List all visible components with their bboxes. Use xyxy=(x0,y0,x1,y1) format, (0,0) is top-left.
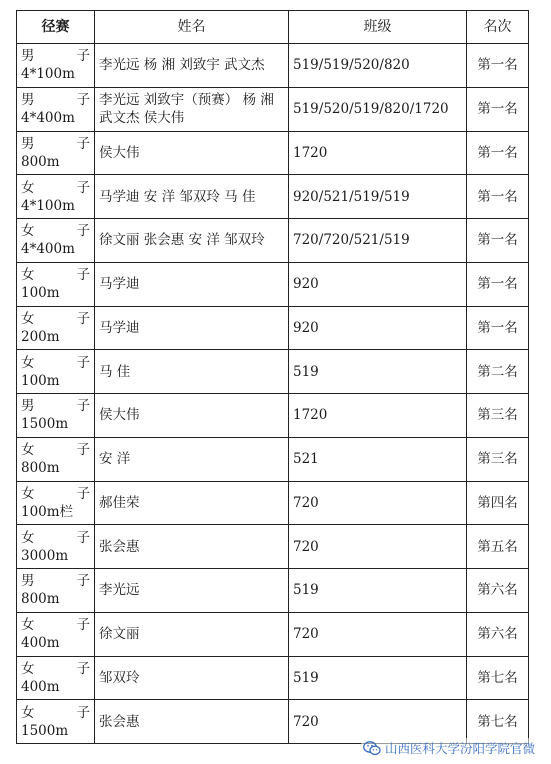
event-label: 3000m xyxy=(21,547,69,564)
rank-cell: 第一名 xyxy=(467,175,529,219)
gender-label: 女 xyxy=(21,442,35,459)
table-row xyxy=(17,700,529,744)
event-cell xyxy=(17,394,95,438)
names-cell: 马学迪 安 洋 邹双玲 马 佳 xyxy=(95,175,289,219)
rank-cell: 第五名 xyxy=(467,525,529,569)
table-row xyxy=(17,306,529,350)
header-rank: 名次 xyxy=(467,11,529,44)
class-cell: 920 xyxy=(289,262,467,306)
results-table xyxy=(16,10,529,744)
table-row xyxy=(17,219,529,263)
event-label: 1500m xyxy=(21,722,69,739)
event-label: 400m xyxy=(21,678,60,695)
event-label: 400m xyxy=(21,635,60,652)
class-cell: 1720 xyxy=(289,131,467,175)
class-cell: 720 xyxy=(289,612,467,656)
watermark-text: 山西医科大学汾阳学院官微 xyxy=(384,741,535,756)
table-row xyxy=(17,350,529,394)
zi-label: 子 xyxy=(76,48,90,65)
rank-cell: 第七名 xyxy=(467,700,529,744)
watermark xyxy=(361,738,537,758)
event-label: 800m xyxy=(21,153,60,170)
table-row xyxy=(17,569,529,613)
rank-cell: 第一名 xyxy=(467,44,529,88)
gender-label: 女 xyxy=(21,617,35,634)
table-row xyxy=(17,175,529,219)
class-cell: 519 xyxy=(289,350,467,394)
gender-label: 男 xyxy=(21,92,35,109)
event-cell xyxy=(17,219,95,263)
gender-label: 女 xyxy=(21,267,35,284)
event-cell xyxy=(17,175,95,219)
zi-label: 子 xyxy=(76,135,90,152)
table-row xyxy=(17,481,529,525)
event-label: 100m xyxy=(21,285,60,302)
event-label: 200m xyxy=(21,328,60,345)
zi-label: 子 xyxy=(76,485,90,502)
event-cell xyxy=(17,306,95,350)
zi-label: 子 xyxy=(76,660,90,677)
table-row xyxy=(17,612,529,656)
gender-label: 男 xyxy=(21,573,35,590)
table-row xyxy=(17,87,529,131)
header-event: 径赛 xyxy=(17,11,95,44)
event-label: 1500m xyxy=(21,416,69,433)
class-cell: 720 xyxy=(289,481,467,525)
zi-label: 子 xyxy=(76,573,90,590)
gender-label: 男 xyxy=(21,135,35,152)
names-cell: 李光远 杨 湘 刘致宇 武文杰 xyxy=(95,44,289,88)
header-row xyxy=(17,11,529,44)
class-cell: 519/520/519/820/1720 xyxy=(289,87,467,131)
class-cell: 720/720/521/519 xyxy=(289,219,467,263)
rank-cell: 第六名 xyxy=(467,612,529,656)
names-cell: 侯大伟 xyxy=(95,394,289,438)
names-cell: 马 佳 xyxy=(95,350,289,394)
zi-label: 子 xyxy=(76,354,90,371)
event-cell xyxy=(17,350,95,394)
class-cell: 920 xyxy=(289,306,467,350)
rank-cell: 第二名 xyxy=(467,350,529,394)
names-cell: 张会惠 xyxy=(95,700,289,744)
header-name: 姓名 xyxy=(95,11,289,44)
rank-cell: 第三名 xyxy=(467,394,529,438)
names-cell: 安 洋 xyxy=(95,437,289,481)
table-row xyxy=(17,262,529,306)
rank-cell: 第三名 xyxy=(467,437,529,481)
event-cell xyxy=(17,87,95,131)
class-cell: 720 xyxy=(289,700,467,744)
table-row xyxy=(17,394,529,438)
event-label: 800m xyxy=(21,591,60,608)
event-cell xyxy=(17,656,95,700)
table-row xyxy=(17,437,529,481)
gender-label: 男 xyxy=(21,398,35,415)
zi-label: 子 xyxy=(76,310,90,327)
zi-label: 子 xyxy=(76,704,90,721)
event-label: 100m xyxy=(21,372,60,389)
names-cell: 徐文丽 xyxy=(95,612,289,656)
names-cell: 马学迪 xyxy=(95,306,289,350)
event-cell xyxy=(17,131,95,175)
names-cell: 侯大伟 xyxy=(95,131,289,175)
gender-label: 女 xyxy=(21,179,35,196)
class-cell: 920/521/519/519 xyxy=(289,175,467,219)
zi-label: 子 xyxy=(76,529,90,546)
event-label: 4*100m xyxy=(21,66,75,83)
rank-cell: 第一名 xyxy=(467,306,529,350)
event-cell xyxy=(17,481,95,525)
rank-cell: 第四名 xyxy=(467,481,529,525)
rank-cell: 第一名 xyxy=(467,131,529,175)
gender-label: 女 xyxy=(21,660,35,677)
class-cell: 1720 xyxy=(289,394,467,438)
event-cell xyxy=(17,44,95,88)
gender-label: 女 xyxy=(21,704,35,721)
gender-label: 女 xyxy=(21,223,35,240)
header-class: 班级 xyxy=(289,11,467,44)
rank-cell: 第一名 xyxy=(467,219,529,263)
class-cell: 519 xyxy=(289,656,467,700)
gender-label: 女 xyxy=(21,310,35,327)
table-row xyxy=(17,131,529,175)
zi-label: 子 xyxy=(76,92,90,109)
zi-label: 子 xyxy=(76,179,90,196)
zi-label: 子 xyxy=(76,267,90,284)
gender-label: 女 xyxy=(21,485,35,502)
zi-label: 子 xyxy=(76,223,90,240)
event-cell xyxy=(17,437,95,481)
class-cell: 519 xyxy=(289,569,467,613)
event-cell xyxy=(17,569,95,613)
gender-label: 男 xyxy=(21,48,35,65)
event-label: 4*400m xyxy=(21,110,75,127)
rank-cell: 第六名 xyxy=(467,569,529,613)
class-cell: 519/519/520/820 xyxy=(289,44,467,88)
class-cell: 521 xyxy=(289,437,467,481)
names-cell: 邹双玲 xyxy=(95,656,289,700)
names-cell: 郝佳荣 xyxy=(95,481,289,525)
event-label: 4*400m xyxy=(21,241,75,258)
event-label: 100m栏 xyxy=(21,503,74,520)
rank-cell: 第七名 xyxy=(467,656,529,700)
zi-label: 子 xyxy=(76,398,90,415)
zi-label: 子 xyxy=(76,442,90,459)
gender-label: 女 xyxy=(21,529,35,546)
names-cell: 李光远 刘致宇（预赛） 杨 湘 武文杰 侯大伟 xyxy=(95,87,289,131)
names-cell: 徐文丽 张会惠 安 洋 邹双玲 xyxy=(95,219,289,263)
event-cell xyxy=(17,262,95,306)
event-cell xyxy=(17,612,95,656)
wechat-icon xyxy=(363,741,381,756)
rank-cell: 第一名 xyxy=(467,87,529,131)
names-cell: 张会惠 xyxy=(95,525,289,569)
names-cell: 李光远 xyxy=(95,569,289,613)
class-cell: 720 xyxy=(289,525,467,569)
rank-cell: 第一名 xyxy=(467,262,529,306)
table-row xyxy=(17,525,529,569)
event-cell xyxy=(17,525,95,569)
table-row xyxy=(17,656,529,700)
event-cell xyxy=(17,700,95,744)
zi-label: 子 xyxy=(76,617,90,634)
event-label: 4*100m xyxy=(21,197,75,214)
table-row xyxy=(17,44,529,88)
event-label: 800m xyxy=(21,460,60,477)
names-cell: 马学迪 xyxy=(95,262,289,306)
gender-label: 女 xyxy=(21,354,35,371)
